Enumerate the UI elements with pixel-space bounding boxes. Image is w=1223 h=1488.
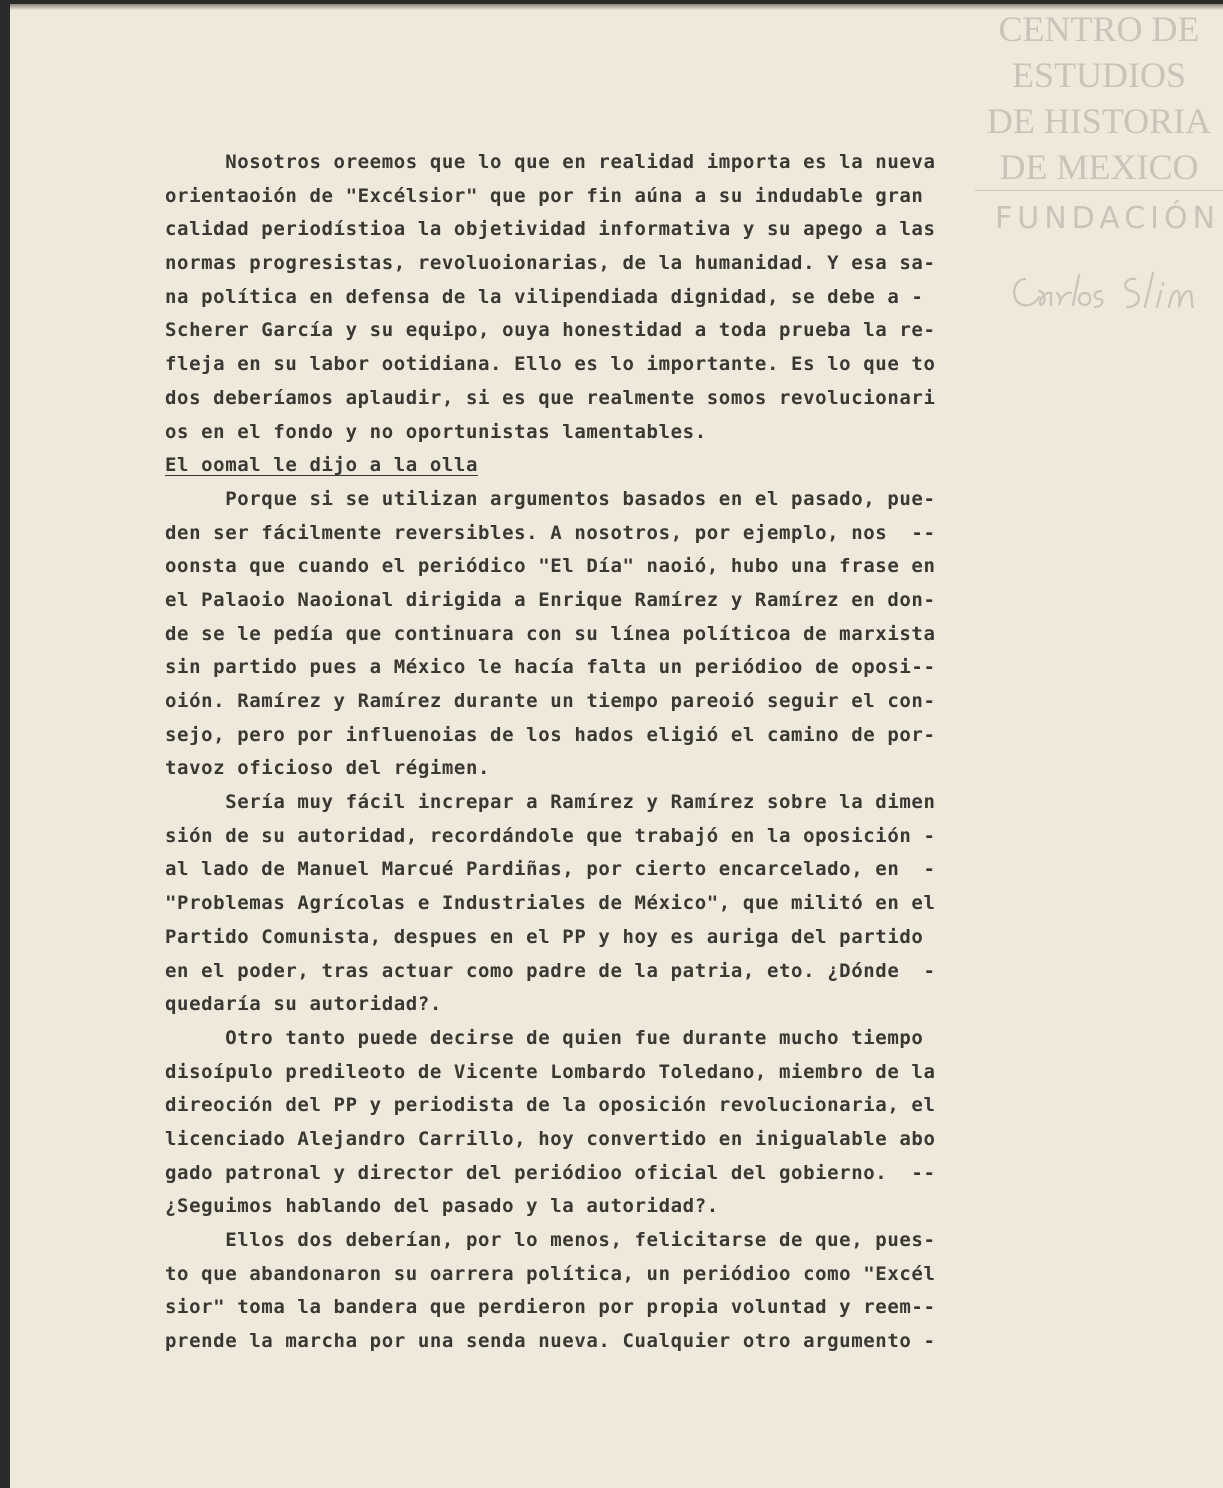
text-line: el Palaoio Naoional dirigida a Enrique Ramírez y Ramírez en don- bbox=[165, 588, 936, 611]
text-line: disoípulo predileoto de Vicente Lombardo Toledano, miembro de la bbox=[165, 1060, 936, 1083]
text-line: fleja en su labor ootidiana. Ello es lo importante. Es lo que to bbox=[165, 353, 936, 376]
text-line: Sería muy fácil increpar a Ramírez y Ramírez sobre la dimen bbox=[165, 791, 936, 814]
text-line: Scherer García y su equipo, ouya honestidad a toda prueba la re- bbox=[165, 319, 936, 342]
text-line: oión. Ramírez y Ramírez durante un tiempo pareoió seguir el con- bbox=[165, 690, 936, 712]
text-line: direoción del PP y periodista de la oposición revolucionaria, el bbox=[165, 1094, 936, 1117]
text-line: prende la marcha por una senda nueva. Cualquier otro argumento - bbox=[165, 1330, 936, 1353]
text-line: sior" toma la bandera que perdieron por propia voluntad y reem-- bbox=[165, 1296, 936, 1319]
watermark-line: DE HISTORIA bbox=[986, 101, 1212, 141]
document-page bbox=[10, 4, 1223, 1488]
text-line: Partido Comunista, despues en el PP y hoy es auriga del partido bbox=[165, 925, 924, 948]
text-line: en el poder, tras actuar como padre de la patria, eto. ¿Dónde - bbox=[165, 959, 936, 982]
text-line: "Problemas Agrícolas e Industriales de México", que militó en el bbox=[165, 892, 936, 915]
text-line: Ellos dos deberían, por lo menos, felicitarse de que, pues- bbox=[165, 1229, 936, 1251]
text-line: dos deberíamos aplaudir, si es que realmente somos revolucionari bbox=[165, 386, 936, 409]
section-heading: El oomal le dijo a la olla bbox=[165, 454, 479, 477]
text-line: sejo, pero por influenoias de los hados eligió el camino de por- bbox=[165, 723, 936, 746]
text-line: de se le pedía que continuara con su línea políticoa de marxista bbox=[165, 622, 936, 645]
text-line: normas progresistas, revoluoionarias, de la humanidad. Y esa sa- bbox=[165, 252, 936, 275]
text-line: sin partido pues a México le hacía falta un periódioo de oposi-- bbox=[165, 656, 936, 679]
text-line: to que abandonaron su oarrera política, un periódioo como "Excél bbox=[165, 1262, 936, 1285]
text-line: orientaoión de "Excélsior" que por fin aúna a su indudable gran bbox=[165, 184, 924, 207]
text-line: al lado de Manuel Marcué Pardiñas, por cierto encarcelado, en - bbox=[165, 858, 936, 881]
watermark-line: DE MEXICO bbox=[999, 147, 1199, 187]
typed-text-body bbox=[165, 146, 1075, 1359]
text-line: Nosotros oreemos que lo que en realidad importa es la nueva bbox=[165, 151, 936, 173]
text-line: den ser fácilmente reversibles. A nosotros, por ejemplo, nos -- bbox=[165, 521, 936, 544]
text-line: Porque si se utilizan argumentos basados en el pasado, pue- bbox=[165, 487, 936, 510]
text-line: ¿Seguimos hablando del pasado y la autoridad?. bbox=[165, 1195, 719, 1218]
text-line: na política en defensa de la vilipendiada dignidad, se debe a - bbox=[165, 285, 924, 308]
text-line: calidad periodístioa la objetividad informativa y su apego a las bbox=[165, 218, 936, 241]
text-line: tavoz oficioso del régimen. bbox=[165, 757, 491, 780]
text-line: gado patronal y director del periódioo oficial del gobierno. -- bbox=[165, 1161, 936, 1184]
watermark-line: CENTRO DE bbox=[998, 9, 1200, 49]
watermark-line: ESTUDIOS bbox=[1011, 55, 1186, 95]
watermark-foundation: FUNDACIÓN bbox=[995, 201, 1221, 236]
text-line: Otro tanto puede decirse de quien fue durante mucho tiempo bbox=[165, 1026, 924, 1049]
text-line: oonsta que cuando el periódico "El Día" naoió, hubo una frase en bbox=[165, 555, 936, 578]
text-line: licenciado Alejandro Carrillo, hoy convertido en inigualable abo bbox=[165, 1127, 936, 1150]
text-line: sión de su autoridad, recordándole que trabajó en la oposición - bbox=[165, 824, 936, 847]
text-line: os en el fondo y no oportunistas lamentables. bbox=[165, 420, 707, 443]
text-line: quedaría su autoridad?. bbox=[165, 993, 442, 1016]
